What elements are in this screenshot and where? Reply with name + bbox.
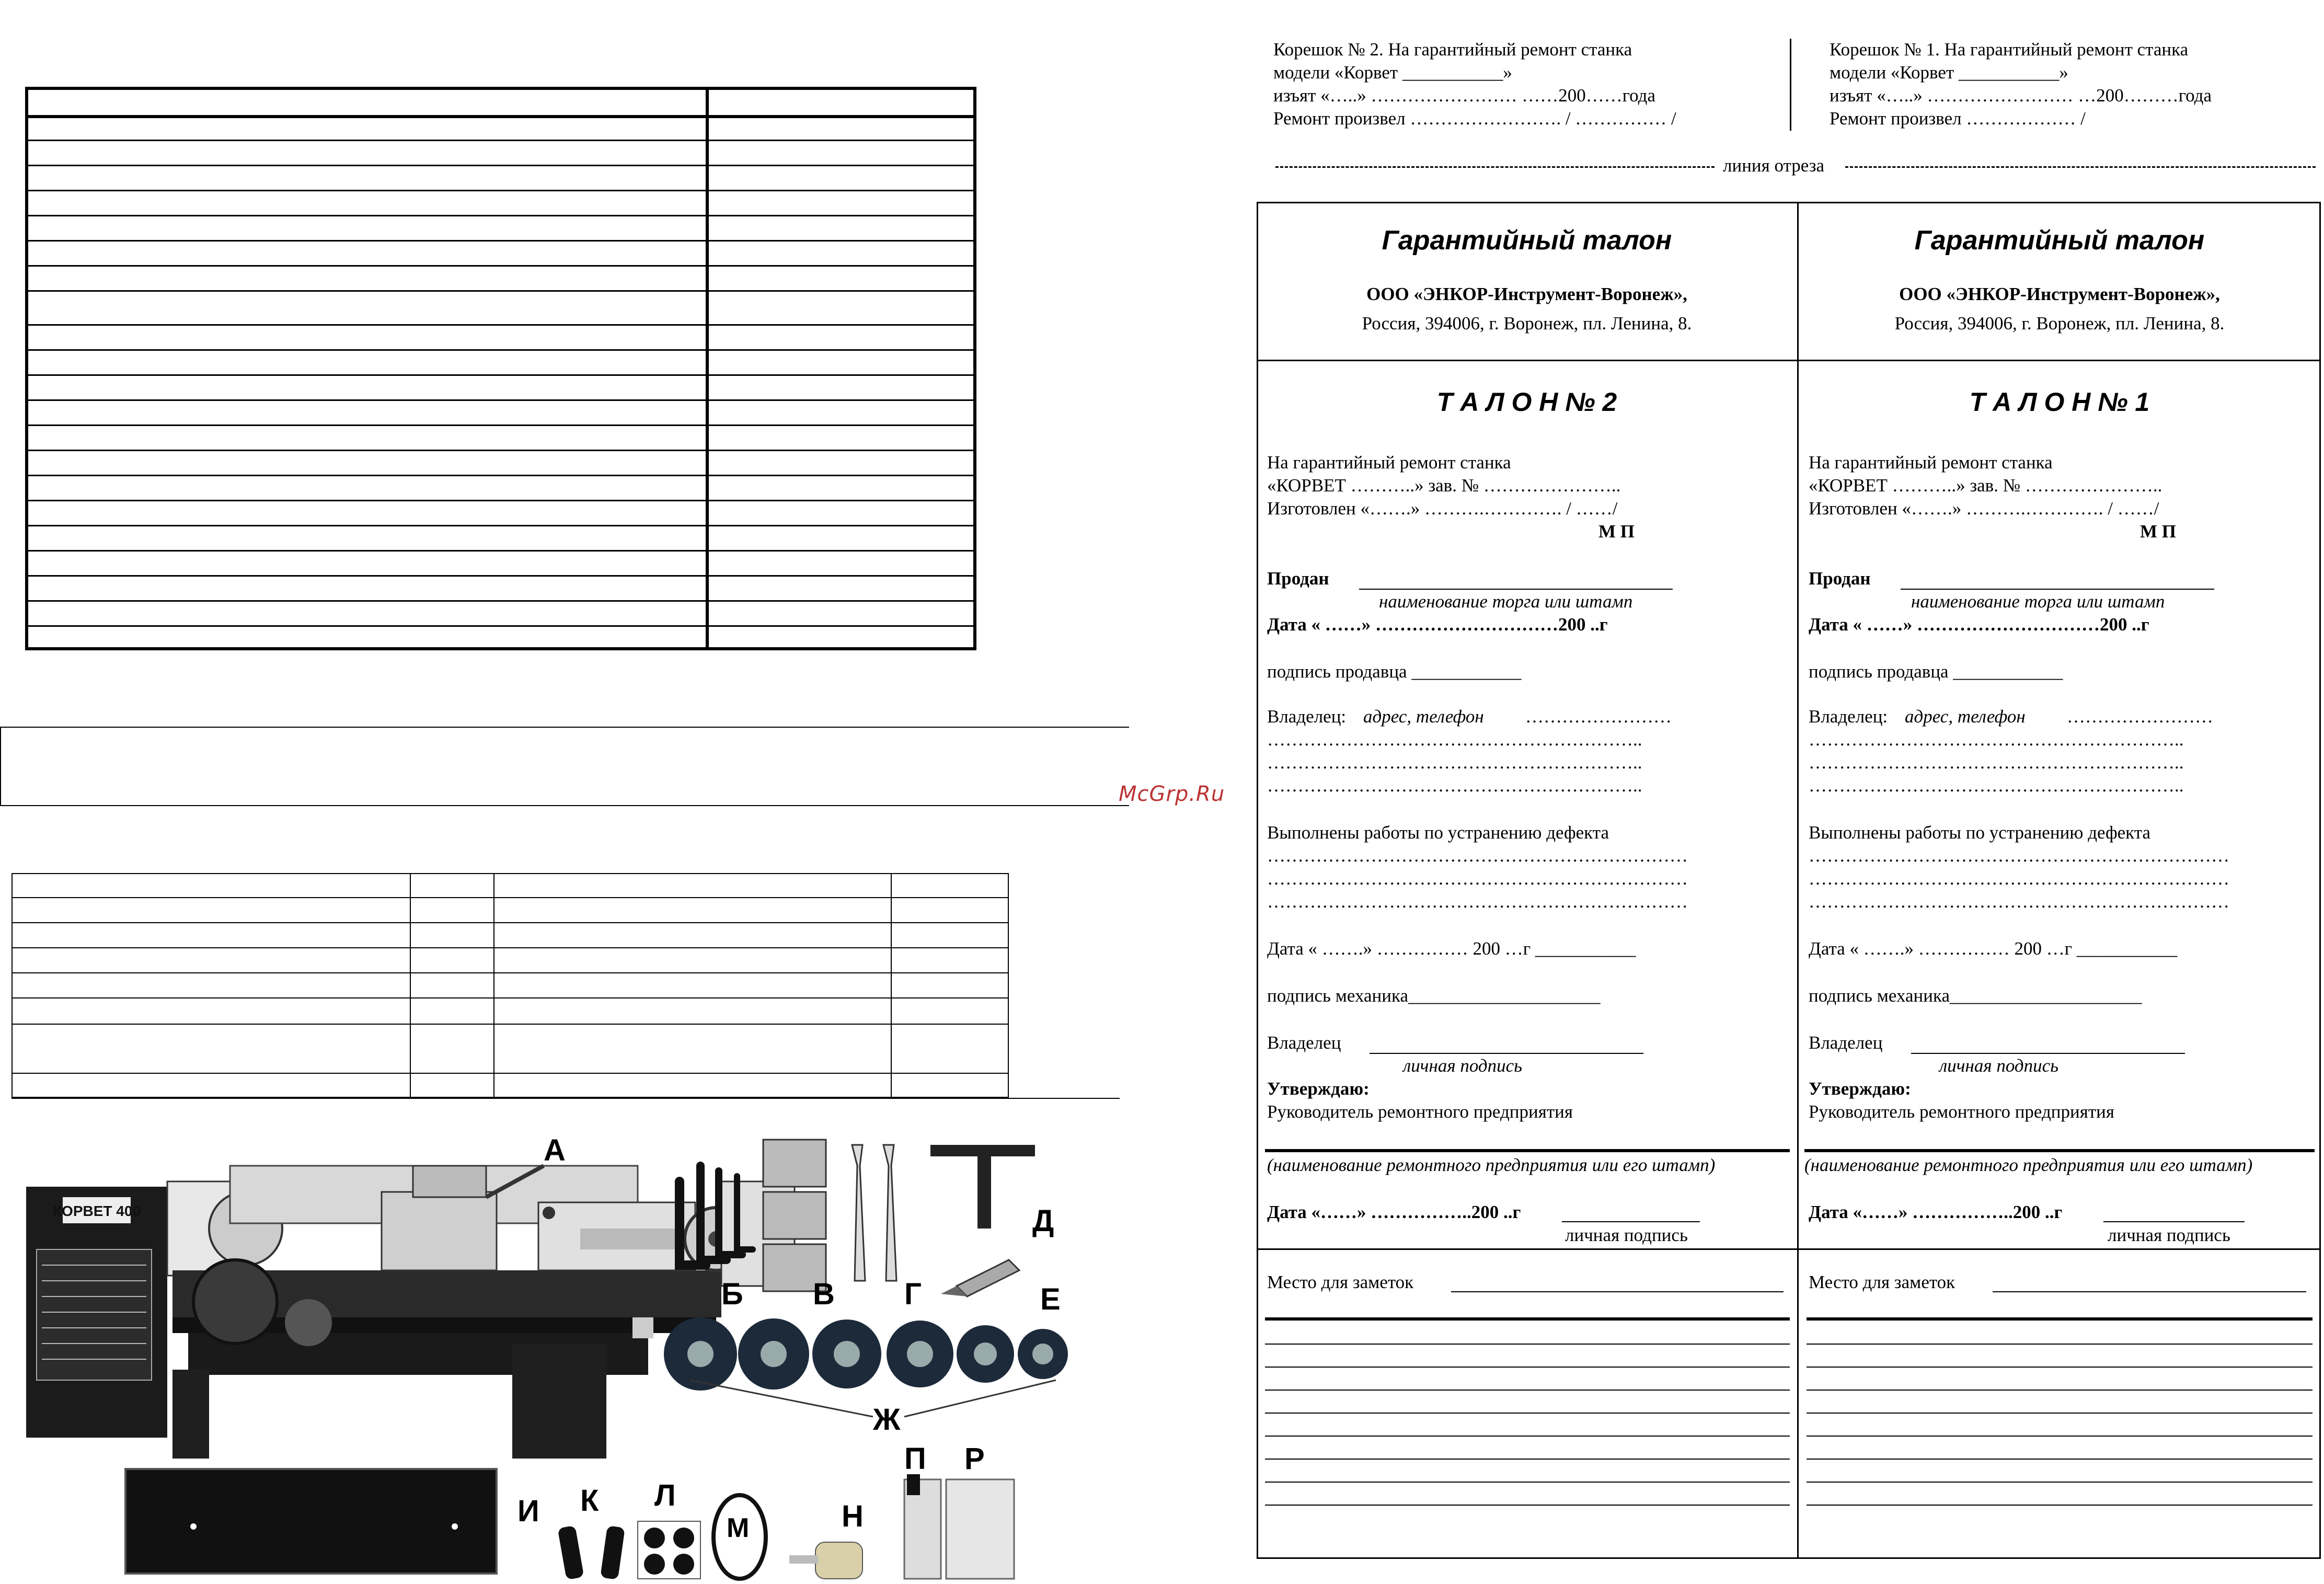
part-label-p: П — [904, 1442, 926, 1476]
coupon1-notes-line — [1807, 1367, 2313, 1368]
rests-image — [904, 1474, 1014, 1579]
gears-image — [664, 1317, 1068, 1417]
table-row-line — [13, 1024, 1008, 1025]
part-label-k: К — [580, 1484, 599, 1518]
table-column-separator — [493, 874, 494, 1097]
coupon1-works-label: Выполнены работы по устранению дефекта — [1809, 822, 2150, 843]
coupon2-owner-label: Владелец: — [1267, 706, 1347, 727]
coupon1-notes-line — [1807, 1344, 2313, 1345]
coupon1-notes-line — [1807, 1436, 2313, 1437]
oiler-image — [789, 1542, 862, 1579]
coupon1-owner2: Владелец — [1809, 1032, 1883, 1053]
table-row-line — [28, 349, 973, 351]
coupon2-works-dots: …………………………………………………………… — [1267, 868, 1688, 889]
stub2-line1: Корешок № 2. На гарантийный ремонт станка — [1273, 39, 1632, 60]
cut-line-right — [1845, 166, 2316, 168]
coupon2-works-dots: …………………………………………………………… — [1267, 845, 1688, 866]
coupon2-notes-line — [1265, 1505, 1790, 1506]
coupon1-owner-label: Владелец: — [1809, 706, 1888, 727]
coupon2-owner2: Владелец — [1267, 1032, 1341, 1053]
coupon1-notes-thick-line — [1807, 1317, 2313, 1321]
coupon1-head: Руководитель ремонтного предприятия — [1809, 1101, 2114, 1122]
divider — [11, 1098, 1120, 1099]
coupon1-date3-line — [2103, 1221, 2245, 1222]
part-label-e: Е — [1040, 1282, 1061, 1316]
coupon1-sold-label: Продан — [1809, 568, 1871, 589]
coupon2-approve: Утверждаю: — [1267, 1078, 1370, 1099]
coupon2-personal-sign2: личная подпись — [1565, 1225, 1688, 1245]
coupon-header-separator — [1257, 360, 2321, 361]
table-row-line — [28, 525, 973, 526]
coupon2-date3: Дата «……» ……………..200 ..г — [1267, 1202, 1521, 1222]
coupon2-notes-line — [1265, 1390, 1790, 1391]
coupon2-notes-line — [1265, 1482, 1790, 1483]
table-row-line — [28, 500, 973, 501]
table-row-line — [28, 450, 973, 451]
coupon1-address: Россия, 394006, г. Воронеж, пл. Ленина, 8. — [1894, 313, 2225, 334]
coupon1-mp: М П — [2140, 521, 2177, 542]
table-row-line — [28, 240, 973, 242]
coupon2-date1: Дата « ……» …………………………200 ..г — [1267, 614, 1608, 635]
coupon2-date3-line — [1562, 1221, 1700, 1222]
table-row-line — [28, 190, 973, 191]
coupon2-korvet-line: «КОРВЕТ ………..» зав. № ………………….. — [1267, 475, 1621, 496]
coupon2-enterprise-hint: (наименование ремонтного предприятия или его штамп) — [1267, 1155, 1716, 1175]
coupon1-notes-line — [1807, 1482, 2313, 1483]
table-row-line — [28, 265, 973, 267]
coupon2-owner2-line — [1370, 1053, 1643, 1054]
coupon2-owner-hint: адрес, телефон — [1363, 706, 1484, 727]
coupon2-notes-line — [1265, 1436, 1790, 1437]
coupon1-owner-hint: адрес, телефон — [1905, 706, 2026, 727]
coupon1-enterprise-line — [1804, 1149, 2315, 1152]
coupon2-header-title: Гарантийный талон — [1382, 225, 1672, 256]
coupon2-notes-line — [1265, 1344, 1790, 1345]
part-label-l: Л — [654, 1478, 676, 1512]
table-row-line — [13, 897, 1008, 898]
table-row-line — [28, 165, 973, 166]
coupon2-works-dots: …………………………………………………………… — [1267, 891, 1688, 912]
coupon1-sold-line — [1901, 589, 2214, 590]
table-row-line — [28, 475, 973, 476]
table-row-line — [28, 575, 973, 577]
table-column-separator — [410, 874, 411, 1097]
table-row-line — [13, 922, 1008, 923]
part-label-zh: Ж — [873, 1403, 901, 1437]
part-label-a: А — [544, 1133, 566, 1167]
coupon2-notes-line — [1265, 1459, 1790, 1460]
handles-image — [558, 1525, 625, 1580]
coupon2-notes-line — [1265, 1413, 1790, 1414]
coupon1-works-dots: …………………………………………………………… — [1809, 891, 2229, 912]
cut-line-left — [1275, 166, 1715, 168]
coupon2-sold-label: Продан — [1267, 568, 1329, 589]
coupon1-works-dots: …………………………………………………………… — [1809, 868, 2229, 889]
coupon2-notes-line — [1265, 1367, 1790, 1368]
stub1-line3: изъят «…..» …………………… …200………года — [1830, 85, 2212, 106]
coupon1-notes-inline-line — [1993, 1291, 2306, 1292]
table-row-line — [28, 324, 973, 326]
empty-note-box — [0, 727, 1129, 806]
coupon1-notes-line — [1807, 1390, 2313, 1391]
coupon1-owner-dots: …………………… — [2067, 706, 2213, 727]
coupon2-date2: Дата « …….» …………… 200 …г ___________ — [1267, 938, 1636, 959]
coupon1-repair-line: На гарантийный ремонт станка — [1809, 452, 2053, 473]
coupon2-notes-inline-line — [1451, 1291, 1784, 1292]
table-row-line — [28, 140, 973, 141]
coupon2-sold-hint: наименование торга или штамп — [1379, 591, 1633, 612]
coupon2-made-line: Изготовлен «…….» ……….…………. / ……/ — [1267, 498, 1618, 519]
part-label-i: И — [517, 1494, 539, 1528]
stub1-line1: Корешок № 1. На гарантийный ремонт станка — [1830, 39, 2189, 60]
chuck-jaws-image — [763, 1140, 826, 1291]
table-row-line — [28, 600, 973, 602]
coupon1-seller-sign: подпись продавца ____________ — [1809, 661, 2063, 682]
coupon1-notes-label: Место для заметок — [1809, 1272, 1955, 1292]
watermark: McGrp.Ru — [1119, 782, 1225, 806]
coupon1-date1: Дата « ……» …………………………200 ..г — [1809, 614, 2149, 635]
table-header-separator — [28, 115, 973, 118]
table-row-line — [13, 997, 1008, 998]
coupon2-mechanic-sign: подпись механика_____________________ — [1267, 985, 1601, 1006]
parts-illustration — [16, 1124, 1103, 1584]
chuck-key-image — [930, 1145, 1035, 1229]
coupon2-notes-thick-line — [1265, 1317, 1790, 1321]
table-row-line — [28, 399, 973, 401]
coupon1-enterprise-hint: (наименование ремонтного предприятия или его штамп) — [1804, 1155, 2253, 1175]
table-row-line — [13, 947, 1008, 948]
coupon1-made-line: Изготовлен «…….» ……….…………. / ……/ — [1809, 498, 2159, 519]
coupon2-sold-line — [1359, 589, 1673, 590]
coupon2-repair-line: На гарантийный ремонт станка — [1267, 452, 1511, 473]
table-row-line — [28, 215, 973, 216]
coupon1-date2: Дата « …….» …………… 200 …г ___________ — [1809, 938, 2178, 959]
coupon1-owner2-line — [1911, 1053, 2185, 1054]
stub1-line2: модели «Корвет ___________» — [1830, 62, 2068, 83]
part-label-m: М — [727, 1513, 750, 1543]
coupon1-owner-dots-line: …………………………………………………….. — [1809, 752, 2184, 773]
cut-line-label: линия отреза — [1723, 155, 1825, 176]
coupon2-seller-sign: подпись продавца ____________ — [1267, 661, 1522, 682]
coupon1-owner-dots-line: …………………………………………………….. — [1809, 729, 2184, 750]
coupon1-owner-dots-line: …………………………………………………….. — [1809, 775, 2184, 796]
chip-tray-image — [125, 1469, 497, 1574]
coupon2-owner-dots-line: …………………………………………………….. — [1267, 729, 1642, 750]
coupon1-mechanic-sign: подпись механика_____________________ — [1809, 985, 2142, 1006]
part-label-r: Р — [964, 1442, 985, 1476]
stub2-line4: Ремонт произвел ……………………. / …………… / — [1273, 108, 1676, 129]
stub2-line2: модели «Корвет ___________» — [1273, 62, 1512, 83]
coupon1-korvet-line: «КОРВЕТ ………..» зав. № ………………….. — [1809, 475, 2162, 496]
part-label-g: Г — [904, 1277, 922, 1311]
nuts-image — [638, 1521, 700, 1579]
coupon1-personal-sign2: личная подпись — [2108, 1225, 2230, 1245]
table-row-line — [28, 550, 973, 552]
coupon2-company: ООО «ЭНКОР-Инструмент-Воронеж», — [1366, 284, 1687, 304]
wrenches-image — [852, 1145, 896, 1281]
table-row-line — [28, 424, 973, 426]
stub-separator — [1790, 39, 1791, 131]
parts-table-empty — [11, 873, 1009, 1098]
stub2-line3: изъят «…..» …………………… ……200……года — [1273, 85, 1656, 106]
coupon1-talon-title: Т А Л О Н № 1 — [1969, 387, 2150, 417]
stub1-line4: Ремонт произвел ……………… / — [1830, 108, 2086, 129]
coupon2-personal-sign: личная подпись — [1403, 1055, 1523, 1076]
coupon-notes-separator — [1257, 1248, 2321, 1250]
part-label-d: Д — [1032, 1204, 1054, 1238]
coupon1-company: ООО «ЭНКОР-Инструмент-Воронеж», — [1899, 284, 2220, 304]
spec-table-empty — [25, 87, 976, 650]
table-row-line — [28, 374, 973, 376]
coupon2-address: Россия, 394006, г. Воронеж, пл. Ленина, 8. — [1362, 313, 1692, 334]
coupon1-header-title: Гарантийный талон — [1914, 225, 2205, 256]
coupon1-date3: Дата «……» ……………..200 ..г — [1809, 1202, 2063, 1222]
table-row-line — [28, 625, 973, 627]
coupon2-owner-dots: …………………… — [1525, 706, 1672, 727]
coupon2-talon-title: Т А Л О Н № 2 — [1436, 387, 1617, 417]
part-label-v: В — [813, 1277, 835, 1311]
table-row-line — [13, 1073, 1008, 1074]
table-row-line — [13, 972, 1008, 973]
coupon2-head: Руководитель ремонтного предприятия — [1267, 1101, 1573, 1122]
part-label-n: Н — [842, 1499, 864, 1533]
coupon1-approve: Утверждаю: — [1809, 1078, 1911, 1099]
lathe-plate: КОРВЕТ 400 — [52, 1203, 141, 1219]
coupon1-notes-line — [1807, 1505, 2313, 1506]
coupon2-enterprise-line — [1265, 1149, 1790, 1152]
coupon2-mp: М П — [1598, 521, 1635, 542]
coupon1-notes-line — [1807, 1413, 2313, 1414]
coupon1-personal-sign: личная подпись — [1939, 1055, 2059, 1076]
table-column-separator — [706, 90, 709, 647]
coupon1-works-dots: …………………………………………………………… — [1809, 845, 2229, 866]
coupon1-notes-line — [1807, 1459, 2313, 1460]
center-image — [941, 1260, 1019, 1296]
coupon2-works-label: Выполнены работы по устранению дефекта — [1267, 822, 1609, 843]
coupon2-notes-label: Место для заметок — [1267, 1272, 1414, 1292]
table-row-line — [28, 290, 973, 292]
part-label-b: Б — [721, 1277, 743, 1311]
coupon2-owner-dots-line: …………………………………………………….. — [1267, 775, 1642, 796]
coupon2-owner-dots-line: …………………………………………………….. — [1267, 752, 1642, 773]
table-column-separator — [891, 874, 892, 1097]
coupon1-sold-hint: наименование торга или штамп — [1911, 591, 2165, 612]
